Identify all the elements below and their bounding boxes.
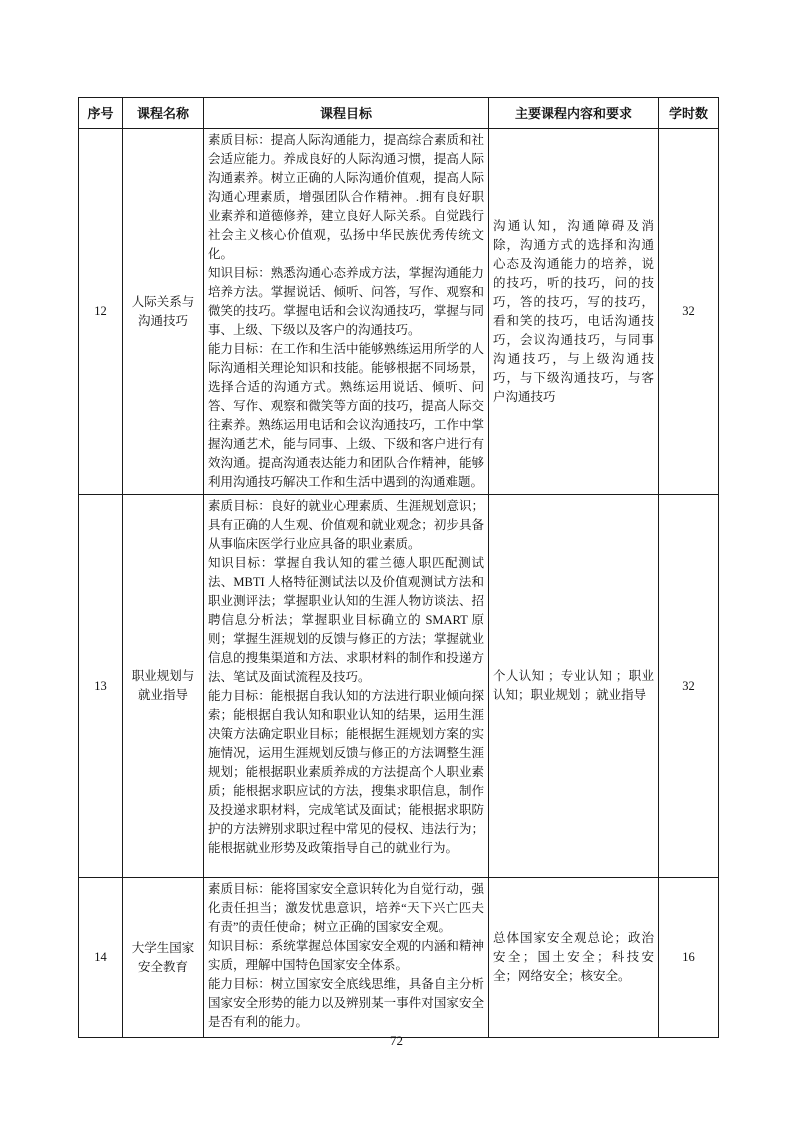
course-name: 职业规划与就业指导: [123, 495, 204, 878]
course-objectives: [204, 878, 489, 1038]
objective-knowledge: 知识目标：熟悉沟通心态养成方法，掌握沟通能力培养方法。掌握说话、倾听、问答，写作、观察和微笑的技巧。掌握电话和会议沟通技巧，掌握与同事、上级、下级以及客户的沟通技巧。: [208, 266, 484, 337]
header-cell-number: 序号: [79, 98, 123, 129]
table-row: [79, 495, 719, 878]
page-number: 72: [390, 1033, 403, 1048]
course-name: 人际关系与沟通技巧: [123, 129, 204, 495]
objective-ability: 能力目标：树立国家安全底线思维，具备自主分析国家安全形势的能力以及辨别某一事件对国家安全是否有利的能力。: [208, 977, 484, 1029]
objective-quality: 素质目标：提高人际沟通能力，提高综合素质和社会适应能力。养成良好的人际沟通习惯，提高人际沟通素养。树立正确的人际沟通价值观，提高人际沟通心理素质，增强团队合作精神。.拥有良好职业素养和道德修养，建立良好人际关系。自觉践行社会主义核心价值观，弘扬中华民族优秀传统文化。: [208, 133, 484, 261]
header-cell-course-name: 课程名称: [123, 98, 204, 129]
header-cell-objectives: 课程目标: [204, 98, 489, 129]
course-number: 13: [79, 495, 123, 878]
course-hours: 32: [659, 129, 719, 495]
course-hours: 16: [659, 878, 719, 1038]
table-header-row: [79, 98, 719, 129]
objective-knowledge: 知识目标：系统掌握总体国家安全观的内涵和精神实质，理解中国特色国家安全体系。: [208, 939, 484, 972]
objective-quality: 素质目标：能将国家安全意识转化为自觉行动，强化责任担当；激发忧患意识，培养“天下兴亡匹夫有责”的责任使命；树立正确的国家安全观。: [208, 882, 484, 934]
course-objectives: [204, 495, 489, 878]
objective-quality: 素质目标：良好的就业心理素质、生涯规划意识；具有正确的人生观、价值观和就业观念；初步具备从事临床医学行业应具备的职业素质。: [208, 499, 484, 551]
table-row: [79, 878, 719, 1038]
curriculum-table: [78, 97, 719, 1038]
objective-knowledge: 知识目标：掌握自我认知的霍兰德人职匹配测试法、MBTI 人格特征测试法以及价值观测试方法和职业测评法；掌握职业认知的生涯人物访谈法、招聘信息分析法；掌握职业目标确立的 SMART 原则；掌握生涯规划的反馈与修正的方法；掌握就业信息的搜集渠道和方法、求职材料的制作和投递方法、笔试及面试流程及技巧。: [208, 556, 484, 684]
course-name: 大学生国家安全教育: [123, 878, 204, 1038]
course-content: 沟通认知，沟通障碍及消除，沟通方式的选择和沟通心态及沟通能力的培养，说的技巧，听的技巧，问的技巧，答的技巧，写的技巧，看和笑的技巧，电话沟通技巧，会议沟通技巧，与同事沟通技巧，与上级沟通技巧，与下级沟通技巧，与客户沟通技巧: [489, 129, 659, 495]
course-content: 总体国家安全观总论；政治安全；国土安全；科技安全；网络安全；核安全。: [489, 878, 659, 1038]
course-hours: 32: [659, 495, 719, 878]
objective-ability: 能力目标：能根据自我认知的方法进行职业倾向探索；能根据自我认知和职业认知的结果，运用生涯决策方法确定职业目标；能根据生涯规划方案的实施情况，运用生涯规划反馈与修正的方法调整生涯规划；能根据职业素质养成的方法提高个人职业素质；能根据求职应试的方法，搜集求职信息，制作及投递求职材料，完成笔试及面试；能根据求职防护的方法辨别求职过程中常见的侵权、违法行为；能根据就业形势及政策指导自己的就业行为。: [208, 689, 484, 855]
course-objectives: [204, 129, 489, 495]
objective-ability: 能力目标：在工作和生活中能够熟练运用所学的人际沟通相关理论知识和技能。能够根据不同场景，选择合适的沟通方式。熟练运用说话、倾听、问答、写作、观察和微笑等方面的技巧，提高人际交往素养。熟练运用电话和会议沟通技巧，工作中掌握沟通艺术，能与同事、上级、下级和客户进行有效沟通。提高沟通表达能力和团队合作精神，能够利用沟通技巧解决工作和生活中遇到的沟通难题。: [208, 342, 484, 489]
course-content: 个人认知 ；专业认知 ；职业认知；职业规划 ；就业指导: [489, 495, 659, 878]
header-cell-content: 主要课程内容和要求: [489, 98, 659, 129]
table-row: [79, 129, 719, 495]
course-number: 12: [79, 129, 123, 495]
header-cell-hours: 学时数: [659, 98, 719, 129]
course-number: 14: [79, 878, 123, 1038]
